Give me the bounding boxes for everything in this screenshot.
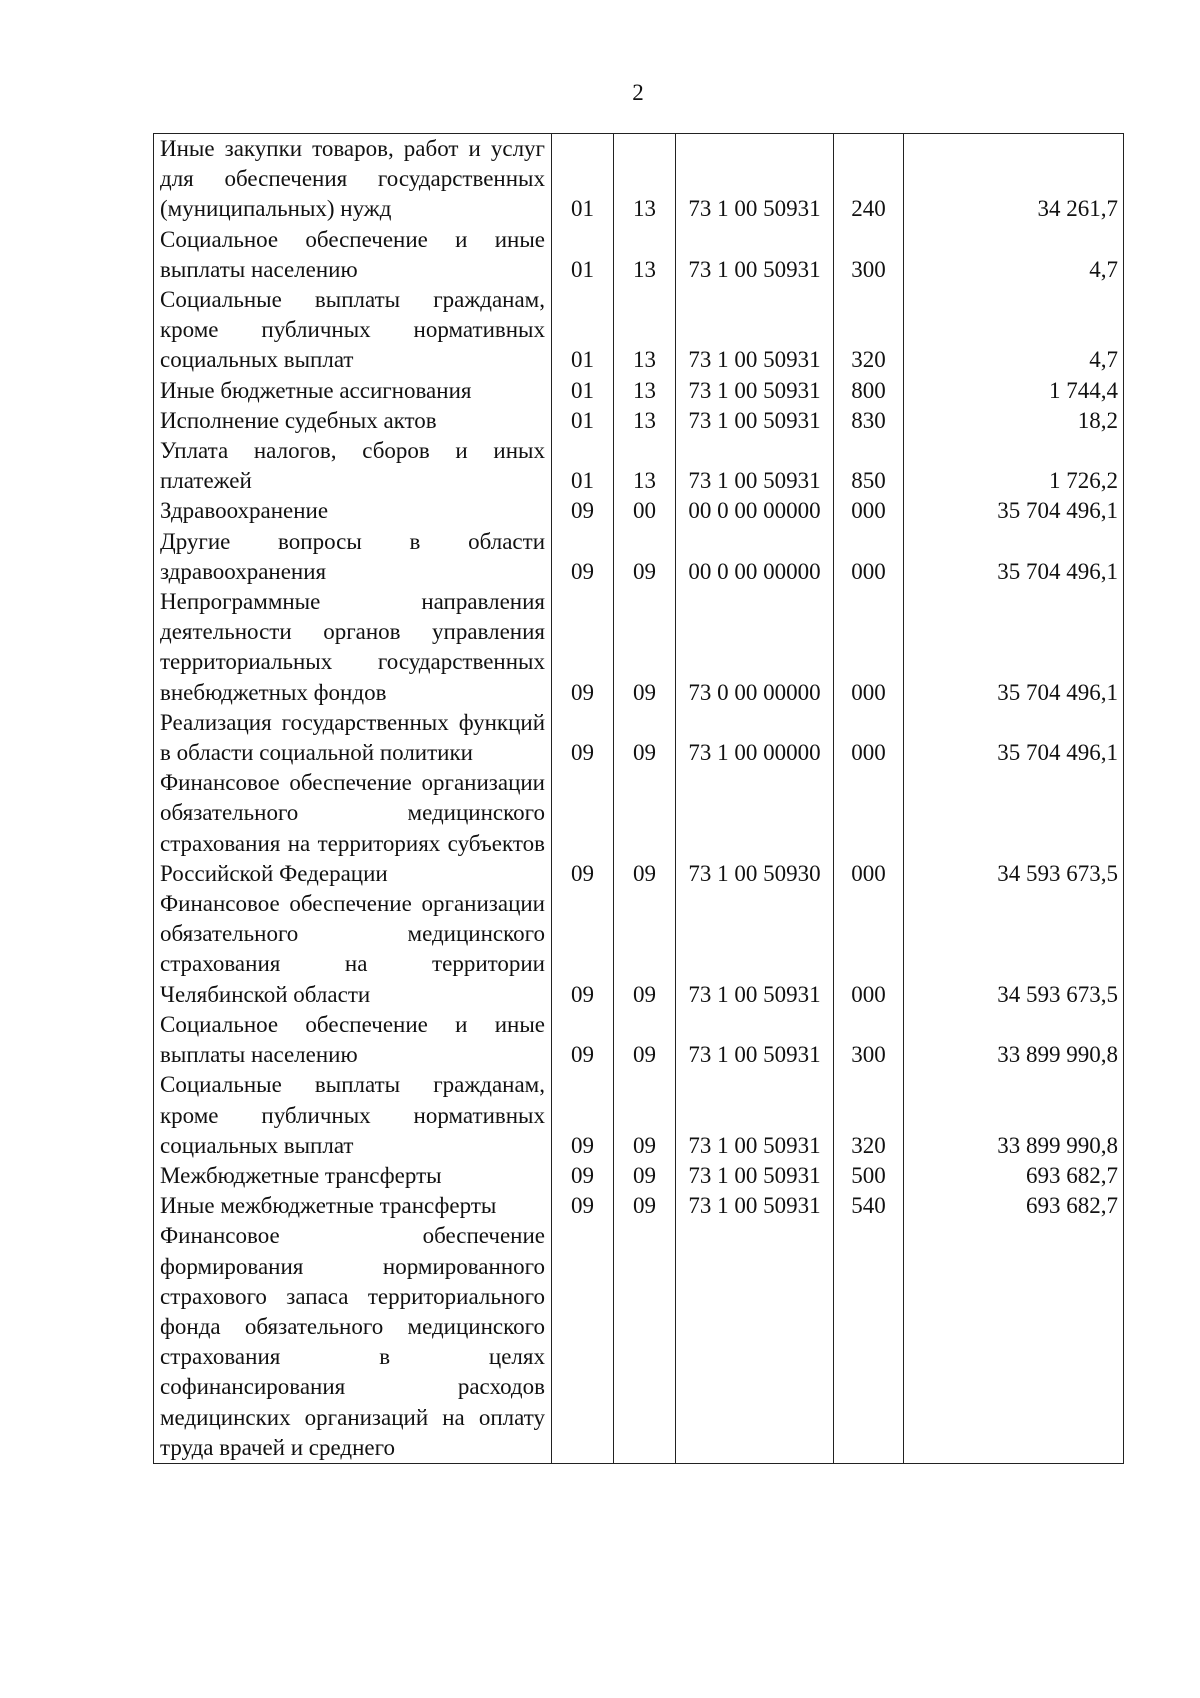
row-subsection-cell: 00	[614, 496, 676, 526]
row-name-text: Финансовое обеспечение организации обязательного медицинского страхования на территории Челябинской области	[160, 891, 545, 1007]
table-body	[154, 134, 1124, 1464]
row-subsection-cell: 13	[614, 134, 676, 225]
row-section-cell: 09	[552, 1191, 614, 1221]
row-name-cell	[154, 1010, 552, 1070]
row-target-article-cell: 73 1 00 50931	[676, 406, 834, 436]
row-name-cell	[154, 1191, 552, 1221]
row-subsection-cell: 09	[614, 768, 676, 889]
row-subsection-cell: 09	[614, 527, 676, 587]
row-name-text: Социальное обеспечение и иные выплаты населению	[160, 1011, 545, 1068]
row-name-cell	[154, 1070, 552, 1161]
row-section-cell: 09	[552, 527, 614, 587]
table-row	[154, 1161, 1124, 1191]
table-row	[154, 587, 1124, 708]
row-target-article-cell: 73 1 00 50931	[676, 285, 834, 376]
row-target-article-cell: 73 1 00 50931	[676, 1010, 834, 1070]
row-name-text: Финансовое обеспечение организации обязательного медицинского страхования на территориях субъектов Российской Федерации	[160, 770, 545, 886]
row-name-text: Уплата налогов, сборов и иных платежей	[160, 438, 545, 494]
row-expense-type-cell: 000	[834, 768, 904, 889]
table-row	[154, 1070, 1124, 1161]
row-expense-type-cell: 300	[834, 1010, 904, 1070]
row-expense-type-cell: 500	[834, 1161, 904, 1191]
row-expense-type-cell: 240	[834, 134, 904, 225]
row-name-cell	[154, 406, 552, 436]
row-amount-cell: 1 744,4	[904, 376, 1124, 406]
row-amount-cell: 4,7	[904, 225, 1124, 285]
row-section-cell: 09	[552, 1070, 614, 1161]
row-section-cell: 09	[552, 889, 614, 1010]
row-amount-cell: 1 726,2	[904, 436, 1124, 496]
row-name-cell	[154, 225, 552, 285]
row-target-article-cell: 00 0 00 00000	[676, 527, 834, 587]
row-amount-cell: 35 704 496,1	[904, 708, 1124, 768]
row-subsection-cell: 13	[614, 436, 676, 496]
row-target-article-cell: 73 1 00 50931	[676, 436, 834, 496]
row-section-cell: 09	[552, 1010, 614, 1070]
row-amount-cell: 693 682,7	[904, 1161, 1124, 1191]
row-name-cell	[154, 587, 552, 708]
row-name-text: Здравоохранение	[160, 498, 329, 524]
row-section-cell: 09	[552, 708, 614, 768]
row-section-cell: 01	[552, 406, 614, 436]
row-expense-type-cell: 000	[834, 496, 904, 526]
row-section-cell: 01	[552, 376, 614, 406]
row-name-cell	[154, 1161, 552, 1191]
row-amount-cell: 693 682,7	[904, 1191, 1124, 1221]
row-section-cell: 09	[552, 768, 614, 889]
row-amount-cell: 4,7	[904, 285, 1124, 376]
row-name-text: Другие вопросы в области здравоохранения	[160, 528, 545, 584]
row-subsection-cell: 09	[614, 1161, 676, 1191]
table-row	[154, 1191, 1124, 1221]
row-subsection-cell: 09	[614, 587, 676, 708]
row-name-text: Иные бюджетные ассигнования	[160, 377, 472, 403]
row-section-cell: 09	[552, 496, 614, 526]
row-amount-cell: 34 261,7	[904, 134, 1124, 225]
row-target-article-cell	[676, 1221, 834, 1463]
row-name-cell	[154, 134, 552, 225]
table-row	[154, 1010, 1124, 1070]
row-name-text: Иные межбюджетные трансферты	[160, 1193, 497, 1219]
row-subsection-cell: 09	[614, 889, 676, 1010]
table-row	[154, 496, 1124, 526]
row-expense-type-cell: 000	[834, 889, 904, 1010]
table-row	[154, 1221, 1124, 1463]
row-expense-type-cell: 300	[834, 225, 904, 285]
table-row	[154, 527, 1124, 587]
row-subsection-cell: 09	[614, 1191, 676, 1221]
row-amount-cell: 35 704 496,1	[904, 496, 1124, 526]
row-name-text: Социальные выплаты гражданам, кроме публичных нормативных социальных выплат	[160, 287, 545, 373]
row-name-cell	[154, 1221, 552, 1463]
row-target-article-cell: 73 1 00 50931	[676, 134, 834, 225]
row-subsection-cell: 13	[614, 406, 676, 436]
row-amount-cell: 33 899 990,8	[904, 1070, 1124, 1161]
row-amount-cell: 35 704 496,1	[904, 587, 1124, 708]
row-target-article-cell: 00 0 00 00000	[676, 496, 834, 526]
row-section-cell: 09	[552, 587, 614, 708]
row-name-text: Финансовое обеспечение формирования нормированного страхового запаса территориального фонда обязательного медицинского страхования в целях софинансирования расходов медицинских организаций на оплату труда врачей и среднего	[160, 1223, 545, 1460]
row-expense-type-cell: 830	[834, 406, 904, 436]
table-row	[154, 376, 1124, 406]
row-name-text: Межбюджетные трансферты	[160, 1162, 442, 1188]
row-target-article-cell: 73 1 00 50931	[676, 1191, 834, 1221]
table-row	[154, 708, 1124, 768]
table-row	[154, 889, 1124, 1010]
row-name-text: Реализация государственных функций в области социальной политики	[160, 709, 545, 766]
row-target-article-cell: 73 1 00 50931	[676, 1161, 834, 1191]
row-amount-cell: 35 704 496,1	[904, 527, 1124, 587]
row-target-article-cell: 73 1 00 50930	[676, 768, 834, 889]
row-expense-type-cell: 000	[834, 527, 904, 587]
table-row	[154, 225, 1124, 285]
row-amount-cell: 34 593 673,5	[904, 768, 1124, 889]
row-amount-cell	[904, 1221, 1124, 1463]
row-section-cell	[552, 1221, 614, 1463]
row-name-cell	[154, 708, 552, 768]
row-subsection-cell: 09	[614, 708, 676, 768]
row-expense-type-cell	[834, 1221, 904, 1463]
row-subsection-cell: 09	[614, 1070, 676, 1161]
row-name-text: Социальное обеспечение и иные выплаты населению	[160, 226, 545, 282]
row-name-cell	[154, 527, 552, 587]
row-section-cell: 01	[552, 225, 614, 285]
row-subsection-cell: 13	[614, 285, 676, 376]
row-name-cell	[154, 285, 552, 376]
row-expense-type-cell: 540	[834, 1191, 904, 1221]
table-row	[154, 768, 1124, 889]
row-subsection-cell	[614, 1221, 676, 1463]
row-name-text: Исполнение судебных актов	[160, 407, 437, 433]
row-amount-cell: 18,2	[904, 406, 1124, 436]
row-target-article-cell: 73 1 00 50931	[676, 1070, 834, 1161]
table-row	[154, 134, 1124, 225]
row-section-cell: 09	[552, 1161, 614, 1191]
row-expense-type-cell: 850	[834, 436, 904, 496]
row-expense-type-cell: 320	[834, 285, 904, 376]
row-target-article-cell: 73 1 00 50931	[676, 376, 834, 406]
row-subsection-cell: 13	[614, 376, 676, 406]
row-target-article-cell: 73 1 00 00000	[676, 708, 834, 768]
row-target-article-cell: 73 1 00 50931	[676, 889, 834, 1010]
row-section-cell: 01	[552, 436, 614, 496]
row-name-cell	[154, 436, 552, 496]
row-name-text: Непрограммные направления деятельности органов управления территориальных государственных внебюджетных фондов	[160, 589, 545, 705]
table-row	[154, 436, 1124, 496]
row-name-cell	[154, 496, 552, 526]
row-expense-type-cell: 320	[834, 1070, 904, 1161]
row-amount-cell: 33 899 990,8	[904, 1010, 1124, 1070]
row-section-cell: 01	[552, 134, 614, 225]
row-amount-cell: 34 593 673,5	[904, 889, 1124, 1010]
table-row	[154, 406, 1124, 436]
budget-table	[153, 133, 1124, 1464]
row-name-text: Иные закупки товаров, работ и услуг для обеспечения государственных (муниципальных) нужд	[160, 136, 545, 222]
row-name-cell	[154, 376, 552, 406]
row-name-cell	[154, 768, 552, 889]
row-expense-type-cell: 000	[834, 587, 904, 708]
row-subsection-cell: 13	[614, 225, 676, 285]
page-number: 2	[632, 80, 644, 105]
row-target-article-cell: 73 0 00 00000	[676, 587, 834, 708]
row-name-cell	[154, 889, 552, 1010]
row-expense-type-cell: 000	[834, 708, 904, 768]
row-target-article-cell: 73 1 00 50931	[676, 225, 834, 285]
row-subsection-cell: 09	[614, 1010, 676, 1070]
row-section-cell: 01	[552, 285, 614, 376]
row-name-text: Социальные выплаты гражданам, кроме публичных нормативных социальных выплат	[160, 1072, 545, 1158]
table-row	[154, 285, 1124, 376]
row-expense-type-cell: 800	[834, 376, 904, 406]
